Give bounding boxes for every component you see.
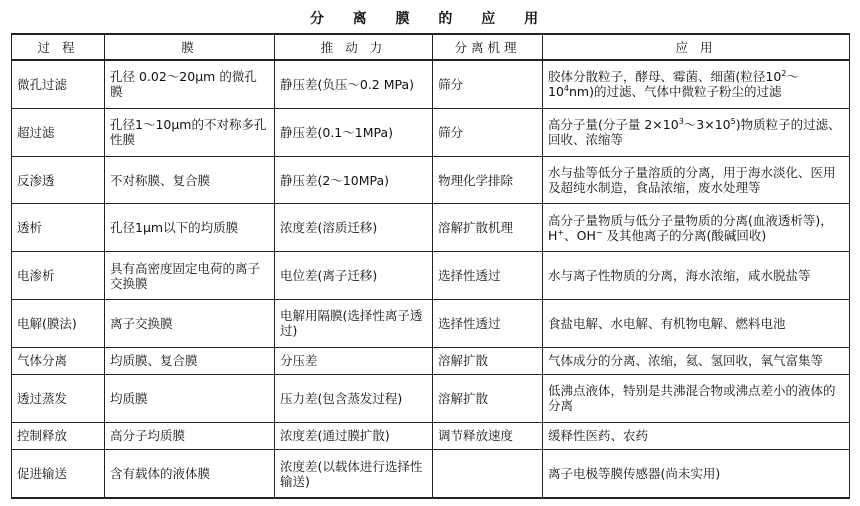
- membrane-cell: 孔径1～10μm的不对称多孔性膜: [105, 108, 275, 156]
- force-cell: 静压差(0.1～1MPa): [275, 108, 433, 156]
- force-cell: 电解用隔膜(选择性离子透过): [275, 299, 433, 347]
- mechanism-cell: 选择性透过: [433, 252, 543, 300]
- table-row: [12, 60, 850, 108]
- mechanism-cell: 调节释放速度: [433, 422, 543, 449]
- application-text: nm)的过滤、气体中微粒子粉尘的过滤: [569, 84, 782, 100]
- table-row: [12, 450, 850, 499]
- mechanism-cell: 筛分: [433, 108, 543, 156]
- membrane-cell: 均质膜、复合膜: [105, 347, 275, 374]
- superscript: 3: [678, 117, 684, 127]
- table-row: [12, 204, 850, 252]
- force-cell: 压力差(包含蒸发过程): [275, 374, 433, 422]
- application-cell: 气体成分的分离、浓缩，氦、氢回收，氧气富集等: [543, 347, 850, 374]
- application-cell: [543, 60, 850, 108]
- process-cell: 电解(膜法): [12, 299, 105, 347]
- process-cell: 超过滤: [12, 108, 105, 156]
- table-row: [12, 156, 850, 204]
- header-membrane: 膜: [105, 34, 275, 60]
- application-text: 高分子量(分子量 2×10: [548, 117, 679, 133]
- process-cell: 气体分离: [12, 347, 105, 374]
- application-text: ～10: [548, 69, 799, 100]
- application-text: 胶体分散粒子，酵母、霉菌、细菌(粒径10: [548, 69, 782, 85]
- header-row: [12, 34, 850, 60]
- process-cell: 促进输送: [12, 450, 105, 499]
- application-cell: 离子电极等膜传感器(尚未实用): [543, 450, 850, 499]
- membrane-cell: 不对称膜、复合膜: [105, 156, 275, 204]
- mechanism-cell: [433, 450, 543, 499]
- mechanism-cell: 筛分: [433, 60, 543, 108]
- force-cell: 电位差(离子迁移): [275, 252, 433, 300]
- table-row: [12, 374, 850, 422]
- application-text: 高分子量物质与低分子量物质的分离(血液透析等)，H: [548, 212, 833, 243]
- application-cell: 低沸点液体，特别是共沸混合物或沸点差小的液体的分离: [543, 374, 850, 422]
- application-text: 及其他离子的分离(酸碱回收): [602, 227, 767, 243]
- table-title: 分 离 膜 的 应 用: [309, 11, 551, 27]
- force-cell: 浓度差(溶质迁移): [275, 204, 433, 252]
- table-row: [12, 252, 850, 300]
- process-cell: 微孔过滤: [12, 60, 105, 108]
- application-text: 、OH: [564, 227, 596, 243]
- membrane-cell: 孔径 0.02～20μm 的微孔膜: [105, 60, 275, 108]
- mechanism-cell: 选择性透过: [433, 299, 543, 347]
- membrane-cell: 具有高密度固定电荷的离子交换膜: [105, 252, 275, 300]
- mechanism-cell: 物理化学排除: [433, 156, 543, 204]
- membrane-cell: 高分子均质膜: [105, 422, 275, 449]
- force-cell: 浓度差(以载体进行选择性输送): [275, 450, 433, 499]
- application-cell: 缓释性医药、农药: [543, 422, 850, 449]
- application-cell: 水与离子性物质的分离，海水浓缩，咸水脱盐等: [543, 252, 850, 300]
- force-cell: 静压差(负压～0.2 MPa): [275, 60, 433, 108]
- application-text: ～3×10: [683, 117, 731, 133]
- force-cell: 浓度差(通过膜扩散): [275, 422, 433, 449]
- table-row: [12, 347, 850, 374]
- application-cell: 水与盐等低分子量溶质的分离，用于海水淡化、医用及超纯水制造，食品浓缩，废水处理等: [543, 156, 850, 204]
- table-row: [12, 422, 850, 449]
- process-cell: 透析: [12, 204, 105, 252]
- table-row: [12, 299, 850, 347]
- application-cell: 食盐电解、水电解、有机物电解、燃料电池: [543, 299, 850, 347]
- superscript: 4: [563, 84, 569, 94]
- membrane-cell: 含有载体的液体膜: [105, 450, 275, 499]
- header-driving-force: 推 动 力: [275, 34, 433, 60]
- header-mechanism: 分离机理: [433, 34, 543, 60]
- membrane-cell: 均质膜: [105, 374, 275, 422]
- membrane-application-table: [11, 33, 850, 499]
- superscript: +: [557, 227, 565, 237]
- membrane-cell: 离子交换膜: [105, 299, 275, 347]
- mechanism-cell: 溶解扩散: [433, 347, 543, 374]
- header-application: 应 用: [543, 34, 850, 60]
- superscript: 2: [781, 69, 787, 79]
- superscript: −: [595, 227, 603, 237]
- superscript: 5: [730, 117, 736, 127]
- application-cell: [543, 108, 850, 156]
- force-cell: 分压差: [275, 347, 433, 374]
- table-row: [12, 108, 850, 156]
- application-cell: [543, 204, 850, 252]
- application-text: )物质粒子的过滤、回收、浓缩等: [548, 117, 841, 148]
- force-cell: 静压差(2～10MPa): [275, 156, 433, 204]
- process-cell: 电渗析: [12, 252, 105, 300]
- process-cell: 控制释放: [12, 422, 105, 449]
- mechanism-cell: 溶解扩散机理: [433, 204, 543, 252]
- process-cell: 反渗透: [12, 156, 105, 204]
- mechanism-cell: 溶解扩散: [433, 374, 543, 422]
- header-process: 过 程: [12, 34, 105, 60]
- process-cell: 透过蒸发: [12, 374, 105, 422]
- membrane-cell: 孔径1μm以下的均质膜: [105, 204, 275, 252]
